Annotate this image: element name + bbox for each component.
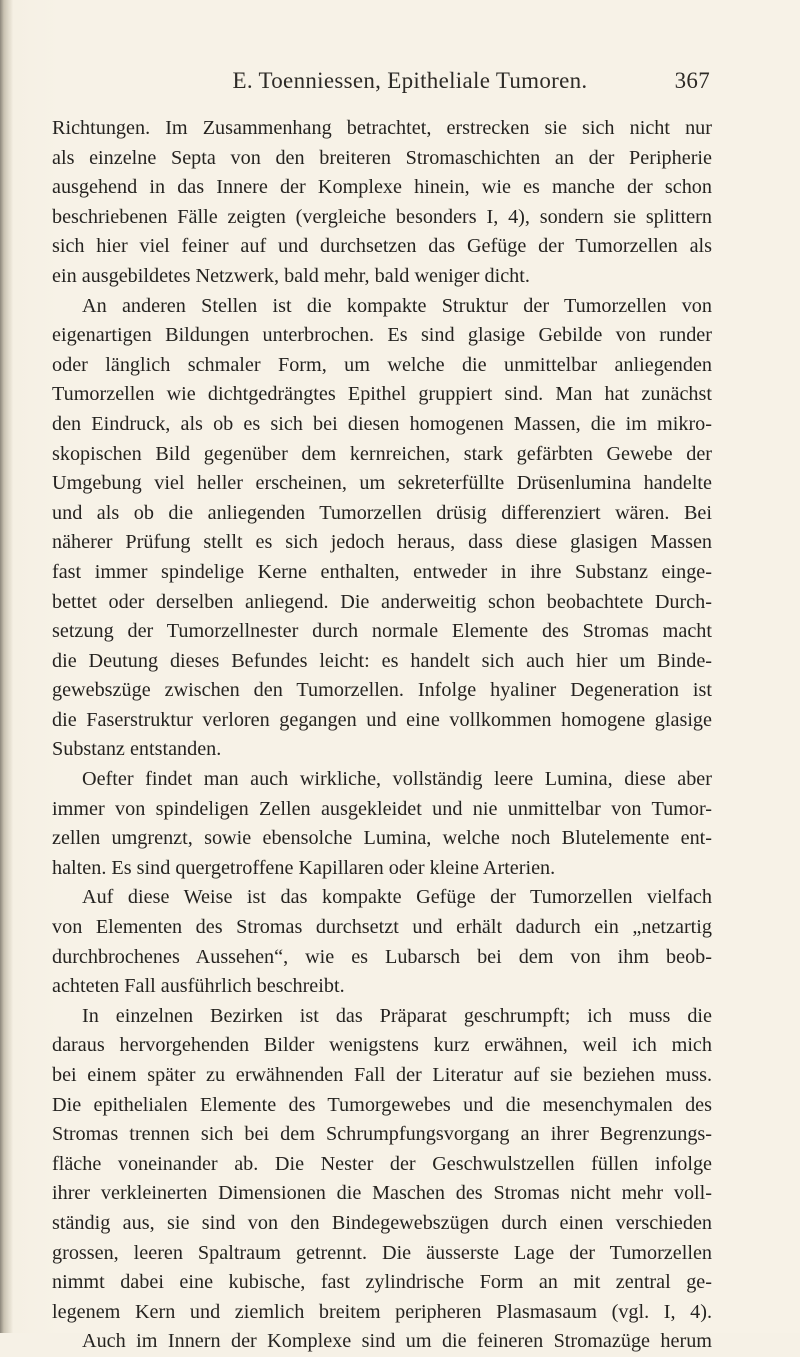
text-line: zellen umgrenzt, sowie ebensolche Lumina, welche noch Blutelemente ent- xyxy=(52,827,712,850)
text-line: sich hier viel feiner auf und durchsetzen das Gefüge der Tumorzellen als xyxy=(52,235,712,258)
running-header xyxy=(80,68,710,104)
text-line: skopischen Bild gegenüber dem kernreichen, stark gefärbten Gewebe der xyxy=(52,442,712,465)
text-line: In einzelnen Bezirken ist das Präparat geschrumpft; ich muss die xyxy=(82,1004,712,1027)
text-line: Oefter findet man auch wirkliche, vollständig leere Lumina, diese aber xyxy=(82,768,712,791)
text-line: setzung der Tumorzellnester durch normale Elemente des Stromas macht xyxy=(52,620,712,643)
text-line: nimmt dabei eine kubische, fast zylindrische Form an mit zentral ge- xyxy=(52,1271,712,1294)
text-line: ausgehend in das Innere der Komplexe hinein, wie es manche der schon xyxy=(52,176,712,199)
text-line: immer von spindeligen Zellen ausgekleidet und nie unmittelbar von Tumor- xyxy=(52,797,712,820)
text-line: Auf diese Weise ist das kompakte Gefüge der Tumorzellen vielfach xyxy=(82,886,712,909)
text-line: näherer Prüfung stellt es sich jedoch heraus, dass diese glasigen Massen xyxy=(52,531,712,554)
text-line: Richtungen. Im Zusammenhang betrachtet, erstrecken sie sich nicht nur xyxy=(52,117,712,139)
text-line: Auch im Innern der Komplexe sind um die feineren Stromazüge herum xyxy=(82,1330,712,1353)
text-line: bei einem später zu erwähnenden Fall der Literatur auf sie beziehen muss. xyxy=(52,1064,712,1086)
text-line: Tumorzellen wie dichtgedrängtes Epithel gruppiert sind. Man hat zunächst xyxy=(52,383,712,406)
text-line: fast immer spindelige Kerne enthalten, entweder in ihre Substanz einge- xyxy=(52,560,712,583)
text-line: achteten Fall ausführlich beschreibt. xyxy=(52,975,345,998)
text-line: eigenartigen Bildungen unterbrochen. Es sind glasige Gebilde von runder xyxy=(52,324,712,347)
text-line: als einzelne Septa von den breiteren Stromaschichten an der Peripherie xyxy=(52,146,712,169)
text-line: Stromas trennen sich bei dem Schrumpfungsvorgang an ihrer Begrenzungs- xyxy=(52,1123,712,1146)
text-line: oder länglich schmaler Form, um welche die unmittelbar anliegenden xyxy=(52,353,712,376)
text-line: durchbrochenes Aussehen“, wie es Lubarsch bei dem von ihm beob- xyxy=(52,945,712,968)
text-line: Substanz entstanden. xyxy=(52,738,222,761)
text-line: ein ausgebildetes Netzwerk, bald mehr, bald weniger dicht. xyxy=(52,264,530,287)
text-line: gewebszüge zwischen den Tumorzellen. Infolge hyaliner Degeneration ist xyxy=(52,679,712,702)
body-text xyxy=(52,114,712,1357)
text-line: ihrer verkleinerten Dimensionen die Maschen des Stromas nicht mehr voll- xyxy=(52,1182,712,1205)
text-line: von Elementen des Stromas durchsetzt und erhält dadurch ein „netzartig xyxy=(52,916,712,939)
text-line: halten. Es sind quergetroffene Kapillaren oder kleine Arterien. xyxy=(52,856,556,879)
text-line: daraus hervorgehenden Bilder wenigstens kurz erwähnen, weil ich mich xyxy=(52,1034,712,1057)
text-line: fläche voneinander ab. Die Nester der Geschwulstzellen füllen infolge xyxy=(52,1152,712,1175)
text-line: den Eindruck, als ob es sich bei diesen homogenen Massen, die im mikro- xyxy=(52,412,712,435)
page-number: 367 xyxy=(674,68,710,93)
text-line: legenem Kern und ziemlich breitem peripheren Plasmasaum (vgl. I, 4). xyxy=(52,1300,712,1323)
text-line: Die epithelialen Elemente des Tumorgewebes und die mesenchymalen des xyxy=(52,1093,712,1116)
text-line: beschriebenen Fälle zeigten (vergleiche besonders I, 4), sondern sie splittern xyxy=(52,205,712,228)
text-line: An anderen Stellen ist die kompakte Struktur der Tumorzellen von xyxy=(82,294,712,317)
text-line: und als ob die anliegenden Tumorzellen drüsig differenziert wären. Bei xyxy=(52,501,712,524)
page-spine-shadow xyxy=(0,0,13,1333)
text-line: ständig aus, sie sind von den Bindegewebszügen durch einen verschieden xyxy=(52,1211,712,1234)
text-line: Umgebung viel heller erscheinen, um sekreterfüllte Drüsenlumina handelte xyxy=(52,472,712,495)
running-header-title: E. Toenniessen, Epitheliale Tumoren. xyxy=(232,68,588,93)
text-line: die Faserstruktur verloren gegangen und eine vollkommen homogene glasige xyxy=(52,708,712,731)
text-line: die Deutung dieses Befundes leicht: es handelt sich auch hier um Binde- xyxy=(52,649,712,672)
text-line: grossen, leeren Spaltraum getrennt. Die äusserste Lage der Tumorzellen xyxy=(52,1241,712,1264)
text-line: bettet oder derselben anliegend. Die anderweitig schon beobachtete Durch- xyxy=(52,590,712,613)
